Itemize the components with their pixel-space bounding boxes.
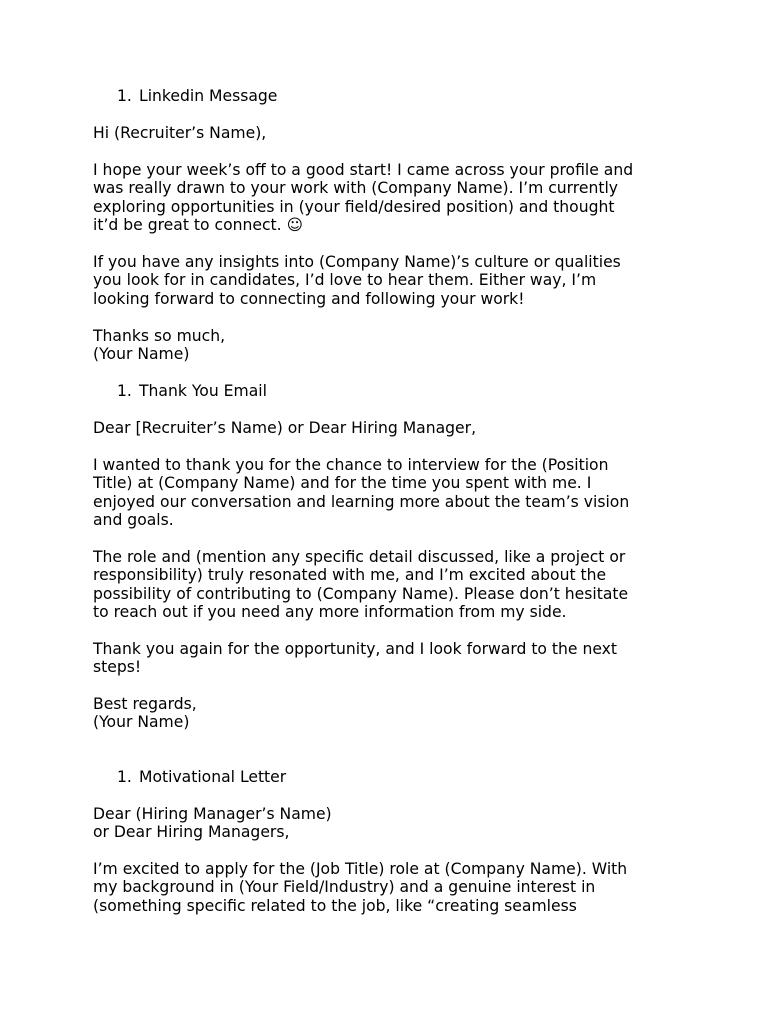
section-heading-linkedin: [117, 87, 277, 105]
text-line: my background in (Your Field/Industry) and a genuine interest in: [93, 878, 596, 897]
text-line: I wanted to thank you for the chance to interview for the (Position: [93, 456, 609, 474]
text-line: looking forward to connecting and following your work!: [93, 289, 525, 308]
sign-off: [93, 695, 703, 732]
heading-text: Motivational Letter: [139, 768, 287, 786]
greeting: [93, 419, 703, 437]
paragraph: [93, 860, 703, 915]
text-line: The role and (mention any specific detail discussed, like a project or: [93, 548, 626, 566]
paragraph: [93, 161, 703, 234]
section-heading-motivational: [117, 768, 286, 786]
text-line: Title) at (Company Name) and for the time you spent with me. I: [93, 474, 592, 493]
text-line: to reach out if you need any more information from my side.: [93, 602, 567, 621]
greeting-line: Hi (Recruiter’s Name),: [93, 124, 267, 142]
text-line: Thank you again for the opportunity, and I look forward to the next: [93, 640, 618, 658]
text-line: enjoyed our conversation and learning more about the team’s vision: [93, 492, 630, 511]
text-line: steps!: [93, 658, 142, 677]
paragraph: [93, 253, 703, 308]
closing: Best regards,: [93, 695, 197, 713]
heading-number: 1.: [117, 768, 132, 786]
text-line: you look for in candidates, I’d love to hear them. Either way, I’m: [93, 271, 597, 290]
paragraph: [93, 548, 703, 621]
text-line: it’d be great to connect. ☺: [93, 215, 303, 234]
heading-number: 1.: [117, 87, 132, 105]
heading-text: Linkedin Message: [139, 87, 278, 105]
text-line: responsibility) truly resonated with me, and I’m excited about the: [93, 566, 607, 585]
heading-text: Thank You Email: [139, 382, 267, 400]
text-line: (something specific related to the job, like “creating seamless: [93, 896, 577, 915]
text-line: was really drawn to your work with (Company Name). I’m currently: [93, 179, 619, 198]
greeting: [93, 805, 703, 842]
paragraph: [93, 456, 703, 529]
closing: Thanks so much,: [93, 327, 226, 345]
text-line: possibility of contributing to (Company Name). Please don’t hesitate: [93, 584, 629, 603]
signature: (Your Name): [93, 713, 190, 732]
greeting-line: Dear [Recruiter’s Name) or Dear Hiring Manager,: [93, 419, 477, 437]
heading-number: 1.: [117, 382, 132, 400]
text-line: If you have any insights into (Company Name)’s culture or qualities: [93, 253, 621, 271]
text-line: exploring opportunities in (your field/desired position) and thought: [93, 197, 615, 216]
greeting: [93, 124, 703, 142]
text-line: I’m excited to apply for the (Job Title) role at (Company Name). With: [93, 860, 628, 878]
signature: (Your Name): [93, 345, 190, 364]
paragraph: [93, 640, 703, 677]
sign-off: [93, 327, 703, 364]
greeting-line: Dear (Hiring Manager’s Name): [93, 805, 332, 823]
section-heading-thank-you: [117, 382, 267, 400]
text-line: and goals.: [93, 510, 174, 529]
greeting-line: or Dear Hiring Managers,: [93, 823, 290, 842]
text-line: I hope your week’s off to a good start! I came across your profile and: [93, 161, 634, 179]
